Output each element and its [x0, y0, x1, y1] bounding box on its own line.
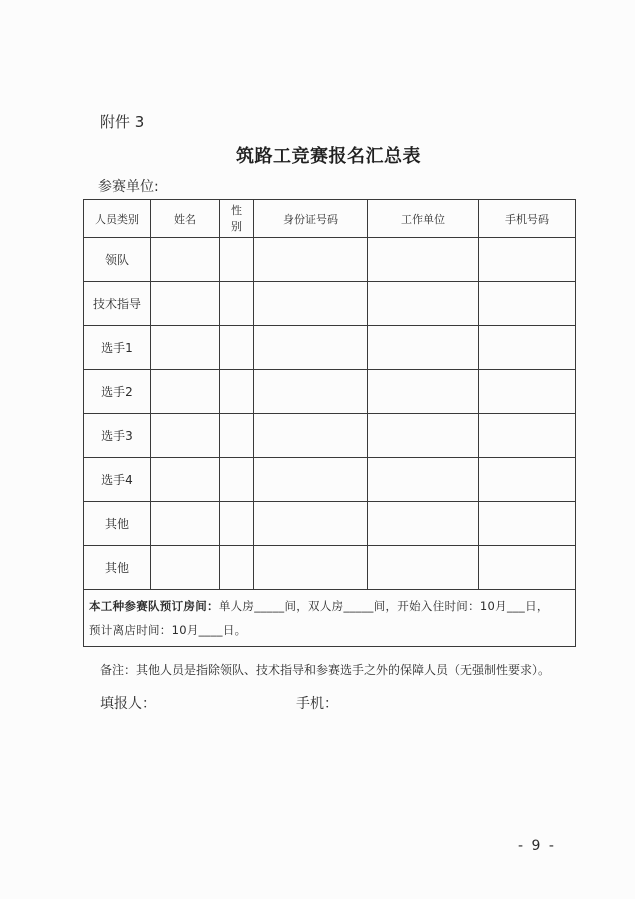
row-category: 选手3 [84, 414, 151, 458]
id-number-cell [254, 326, 368, 370]
name-cell [151, 326, 220, 370]
table-row [84, 502, 576, 546]
gender-cell [220, 414, 254, 458]
table-row [84, 370, 576, 414]
gender-cell [220, 282, 254, 326]
booking-cell [84, 590, 576, 647]
header-phone: 手机号码 [479, 200, 576, 238]
table-row [84, 458, 576, 502]
unit-label: 参赛单位: [98, 179, 159, 195]
row-category: 技术指导 [84, 282, 151, 326]
attachment-label: 附件 3 [100, 113, 145, 131]
id-number-cell [254, 414, 368, 458]
header-gender-label: 性别 [230, 203, 242, 233]
filler-label: 填报人： [100, 696, 156, 712]
phone-cell [479, 282, 576, 326]
header-gender [220, 200, 254, 238]
gender-cell [220, 546, 254, 590]
booking-line-2: 预计离店时间：10月____日。 [89, 623, 247, 637]
header-category: 人员类别 [84, 200, 151, 238]
table-row [84, 326, 576, 370]
phone-cell [479, 458, 576, 502]
gender-cell [220, 326, 254, 370]
booking-row [84, 590, 576, 647]
name-cell [151, 414, 220, 458]
employer-cell [368, 370, 479, 414]
employer-cell [368, 546, 479, 590]
gender-cell [220, 458, 254, 502]
page-number: - 9 - [518, 838, 556, 854]
name-cell [151, 458, 220, 502]
table-header-row [84, 200, 576, 238]
employer-cell [368, 326, 479, 370]
employer-cell [368, 502, 479, 546]
registration-table [83, 199, 576, 647]
phone-label: 手机： [296, 696, 338, 712]
gender-cell [220, 238, 254, 282]
table-row [84, 414, 576, 458]
page-title: 筑路工竞赛报名汇总表 [236, 146, 421, 167]
row-category: 选手2 [84, 370, 151, 414]
header-id-number: 身份证号码 [254, 200, 368, 238]
footnote: 备注：其他人员是指除领队、技术指导和参赛选手之外的保障人员（无强制性要求）。 [100, 663, 551, 677]
phone-cell [479, 326, 576, 370]
employer-cell [368, 238, 479, 282]
phone-cell [479, 414, 576, 458]
table-row [84, 282, 576, 326]
id-number-cell [254, 546, 368, 590]
phone-cell [479, 546, 576, 590]
phone-cell [479, 502, 576, 546]
employer-cell [368, 282, 479, 326]
phone-cell [479, 370, 576, 414]
employer-cell [368, 458, 479, 502]
booking-line-1 [89, 594, 571, 618]
name-cell [151, 546, 220, 590]
employer-cell [368, 414, 479, 458]
name-cell [151, 502, 220, 546]
booking-line-1-text: 单人房_____间，双人房_____间，开始入住时间：10月___日， [218, 599, 549, 613]
name-cell [151, 238, 220, 282]
name-cell [151, 370, 220, 414]
gender-cell [220, 370, 254, 414]
row-category: 其他 [84, 546, 151, 590]
phone-cell [479, 238, 576, 282]
name-cell [151, 282, 220, 326]
header-employer: 工作单位 [368, 200, 479, 238]
id-number-cell [254, 282, 368, 326]
id-number-cell [254, 370, 368, 414]
row-category: 领队 [84, 238, 151, 282]
id-number-cell [254, 502, 368, 546]
table-row [84, 238, 576, 282]
id-number-cell [254, 458, 368, 502]
row-category: 选手4 [84, 458, 151, 502]
row-category: 其他 [84, 502, 151, 546]
id-number-cell [254, 238, 368, 282]
gender-cell [220, 502, 254, 546]
table-row [84, 546, 576, 590]
row-category: 选手1 [84, 326, 151, 370]
booking-label: 本工种参赛队预订房间： [89, 599, 219, 613]
header-name: 姓名 [151, 200, 220, 238]
